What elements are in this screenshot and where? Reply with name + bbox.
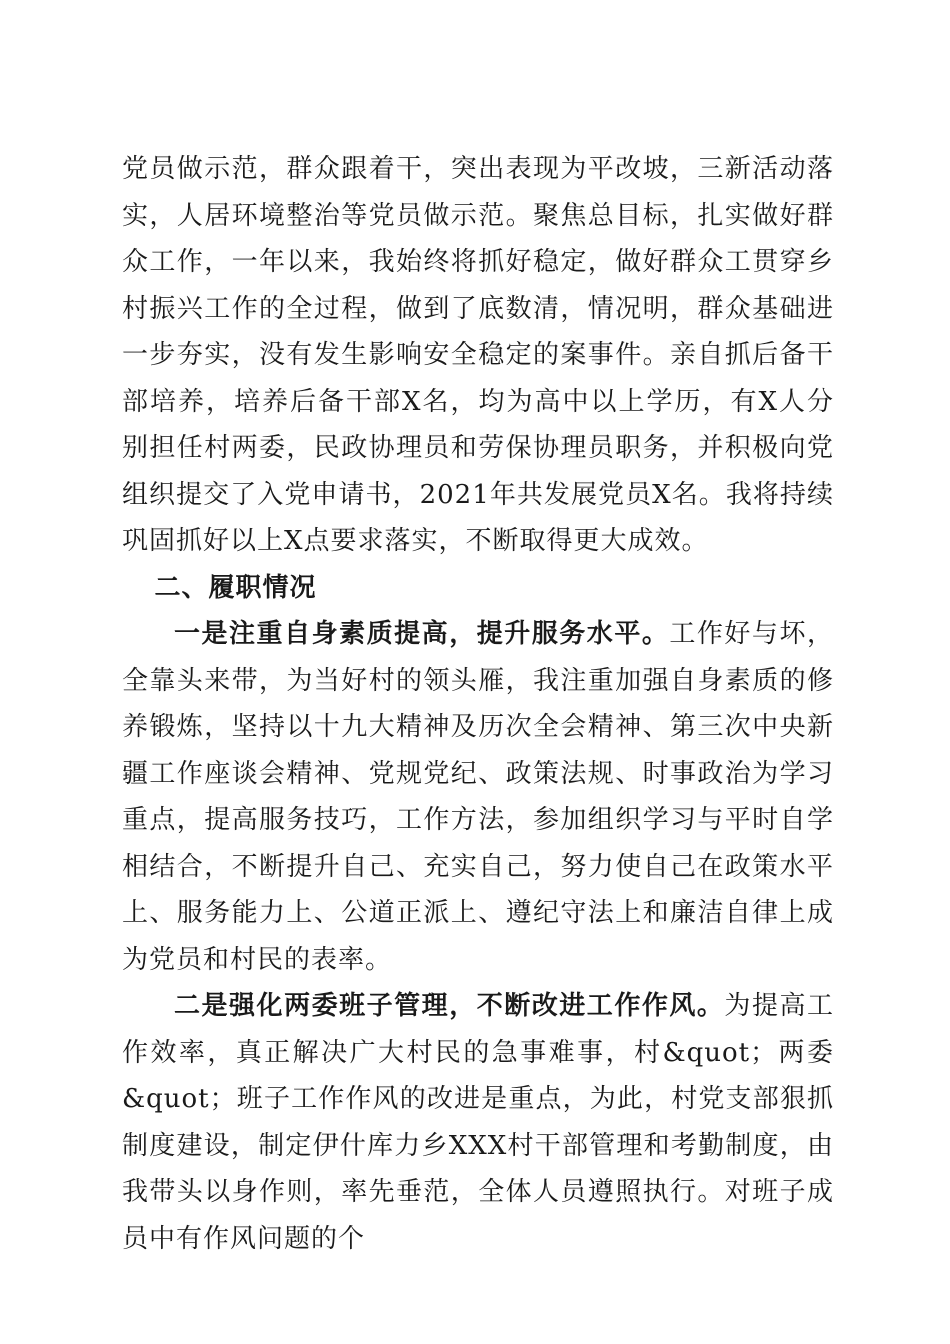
- document-page: [122, 146, 834, 1262]
- paragraph-committee-management: [122, 983, 834, 1262]
- paragraph-self-quality: [122, 611, 834, 983]
- paragraph-lead: 一是注重自身素质提高，提升服务水平。: [174, 619, 670, 649]
- paragraph-body: 为提高工作效率，真正解决广大村民的急事难事，村&quot；两委&quot；班子工作作风的改进是重点，为此，村党支部狠抓制度建设，制定伊什库力乡XXX村干部管理和考勤制度，由我带头以身作则，率先垂范，全体人员遵照执行。对班子成员中有作风问题的个: [122, 991, 834, 1254]
- paragraph-continued: 党员做示范，群众跟着干，突出表现为平改坡，三新活动落实，人居环境整治等党员做示范。聚焦总目标，扎实做好群众工作，一年以来，我始终将抓好稳定，做好群众工贯穿乡村振兴工作的全过程，做到了底数清，情况明，群众基础进一步夯实，没有发生影响安全稳定的案事件。亲自抓后备干部培养，培养后备干部X名，均为高中以上学历，有X人分别担任村两委，民政协理员和劳保协理员职务，并积极向党组织提交了入党申请书，2021年共发展党员X名。我将持续巩固抓好以上X点要求落实，不断取得更大成效。: [122, 154, 834, 556]
- paragraph-lead: 二是强化两委班子管理，不断改进工作作风。: [174, 991, 725, 1021]
- paragraph-body: 工作好与坏，全靠头来带，为当好村的领头雁，我注重加强自身素质的修养锻炼，坚持以十九大精神及历次全会精神、第三次中央新疆工作座谈会精神、党规党纪、政策法规、时事政治为学习重点，提高服务技巧，工作方法，参加组织学习与平时自学相结合，不断提升自己、充实自己，努力使自己在政策水平上、服务能力上、公道正派上、遵纪守法上和廉洁自律上成为党员和村民的表率。: [122, 619, 834, 975]
- section-heading: 二、履职情况: [154, 572, 317, 603]
